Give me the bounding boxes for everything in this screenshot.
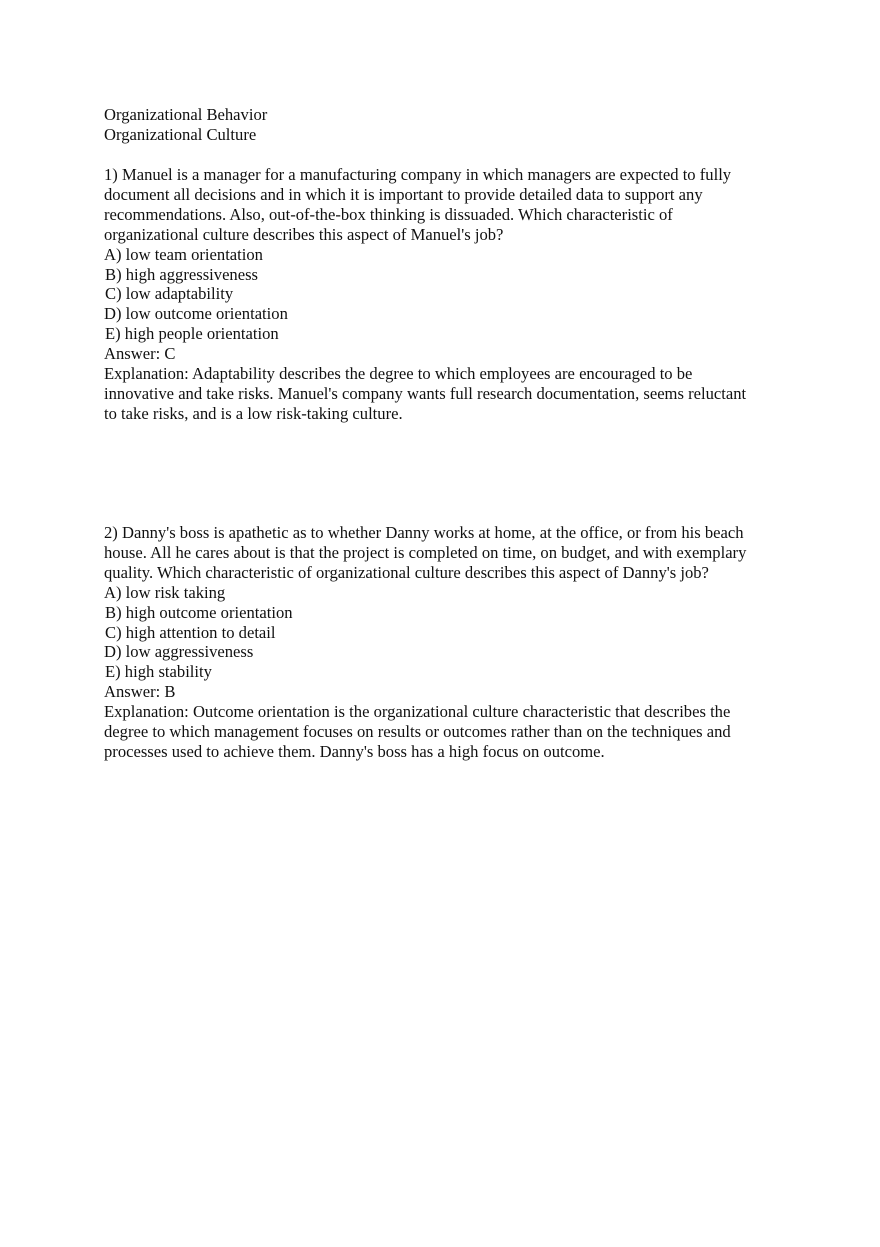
stem-line: quality. Which characteristic of organizational culture describes this aspect of Danny's job? [104,562,709,582]
option-a: A) low risk taking [104,582,226,602]
option-b: B) high aggressiveness [105,264,259,284]
stem-line: 1) Manuel is a manager for a manufacturing company in which managers are expected to fully [104,165,732,184]
option-a: A) low team orientation [104,244,263,264]
stem-line: 2) Danny's boss is apathetic as to whether Danny works at home, at the office, or from his beach [104,523,744,542]
explanation-line: innovative and take risks. Manuel's company wants full research documentation, seems reluctant [104,383,747,403]
explanation-line: degree to which management focuses on results or outcomes rather than on the techniques and [104,722,731,742]
question-stem [104,523,794,583]
explanation-line: to take risks, and is a low risk-taking culture. [104,403,403,423]
option-c: C) low adaptability [105,284,234,304]
option-e: E) high people orientation [105,324,279,344]
explanation-line: Explanation: Outcome orientation is the organizational culture characteristic that describes the [104,702,731,722]
stem-line: house. All he cares about is that the project is completed on time, on budget, and with exemplary [104,542,747,562]
stem-line: document all decisions and in which it is important to provide detailed data to support any [104,184,703,204]
answer-key: Answer: B [104,682,176,702]
option-b: B) high outcome orientation [105,602,293,622]
course-title: Organizational Behavior [104,105,268,124]
explanation [104,364,794,424]
option-c: C) high attention to detail [105,622,276,642]
question-2 [104,523,794,762]
stem-line: organizational culture describes this aspect of Manuel's job? [104,224,504,244]
explanation-line: processes used to achieve them. Danny's boss has a high focus on outcome. [104,741,605,761]
explanation [104,702,794,762]
answer-options [104,245,794,345]
question-1 [104,165,794,424]
answer-options [104,583,794,683]
option-e: E) high stability [105,662,212,682]
option-d: D) low outcome orientation [104,304,288,324]
question-stem [104,165,794,245]
answer-key: Answer: C [104,344,176,364]
stem-line: recommendations. Also, out-of-the-box thinking is dissuaded. Which characteristic of [104,204,673,224]
option-d: D) low aggressiveness [104,642,254,662]
document-header [104,105,794,145]
chapter-title: Organizational Culture [104,124,257,144]
explanation-line: Explanation: Adaptability describes the degree to which employees are encouraged to be [104,364,693,384]
